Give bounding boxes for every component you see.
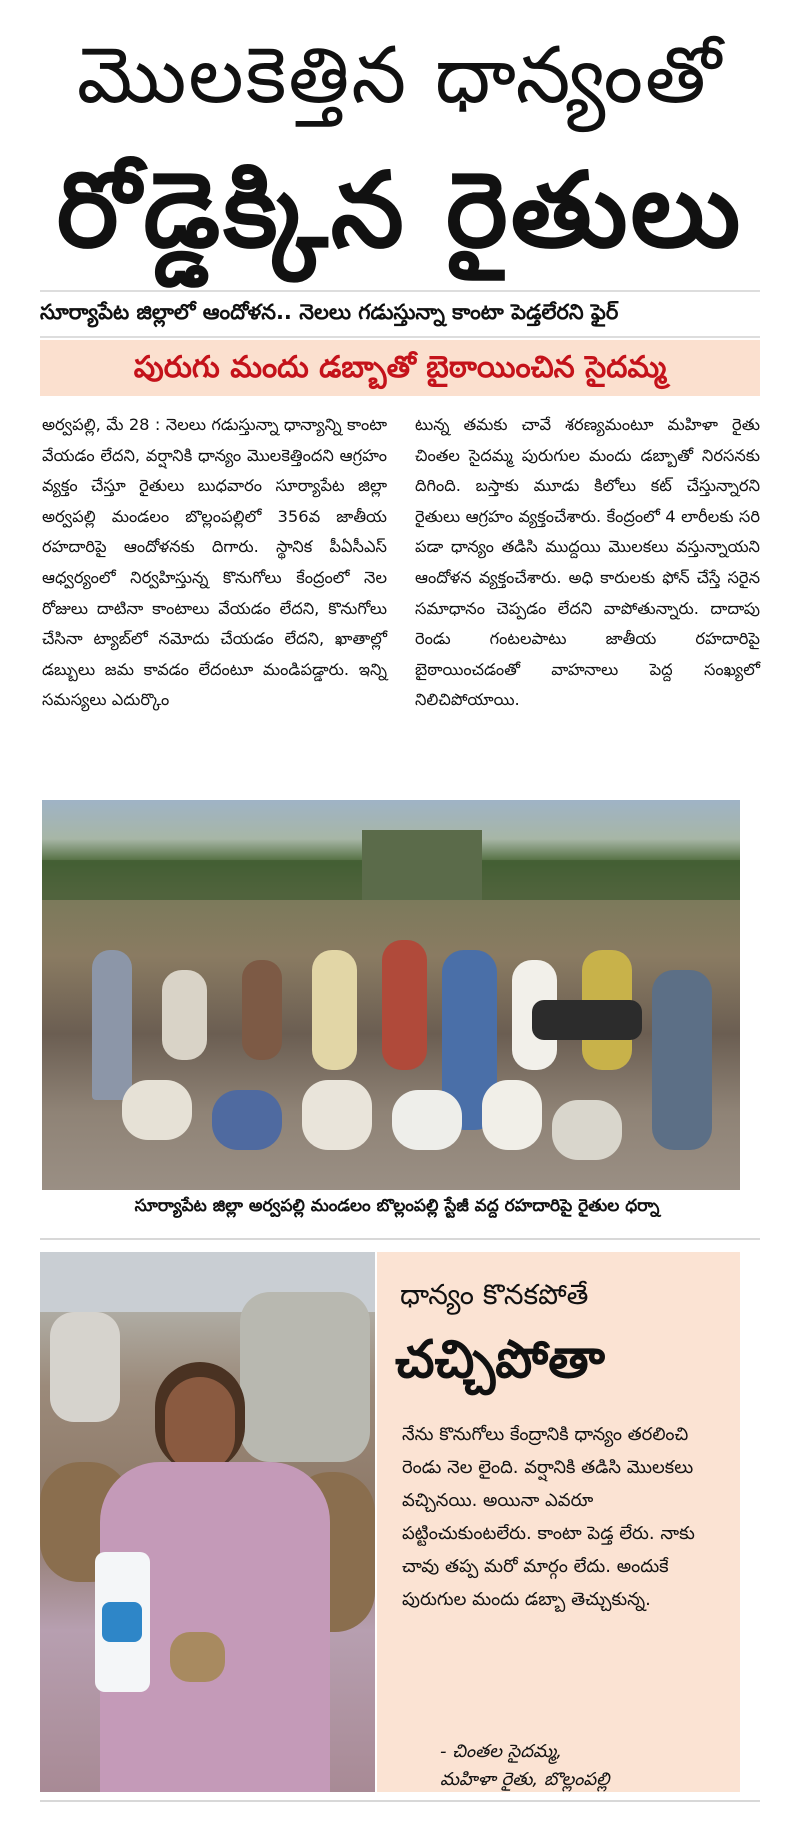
quote-signature (440, 1738, 609, 1794)
article-column-2: టున్న తమకు చావే శరణ్యమంటూ మహిళా రైతు చింతల సైదమ్మ పురుగుల మందు డబ్బాతో నిరసనకు దిగింది. బస్తాకు మూడు కిలోలు కట్ చేస్తున్నారని రైతులు ఆగ్రహం వ్యక్తంచేశారు. కేంద్రంలో 4 లారీలకు సరి పడా ధాన్యం తడిసి ముద్దయి మొలకలు వస్తున్నాయని ఆందోళన వ్యక్తంచేశారు. అధి కారులకు ఫోన్ చేస్తే సరైన సమాధానం చెప్పడం లేదని వాపోతున్నారు. దాదాపు రెండు గంటలపాటు జాతీయ రహదారిపై బైఠాయించడంతో వాహనాలు పెద్ద సంఖ్యలో నిలిచిపోయాయి. (415, 415, 760, 710)
headline-line-1: మొలకెత్తిన ధాన్యంతో (76, 31, 724, 121)
quote-body: నేను కొనుగోలు కేంద్రానికి ధాన్యం తరలించి రెండు నెల లైంది. వర్షానికి తడిసి మొలకలు వచ్చినయి. అయినా ఎవరూ పట్టించుకుంటలేరు. కాంటా పెడ్త లేరు. నాకు చావు తప్ప మరో మార్గం లేదు. అందుకే పురుగుల మందు డబ్బా తెచ్చుకున్న. (402, 1424, 695, 1610)
article-column-1: అర్వపల్లి, మే 28 : నెలలు గడుస్తున్నా ధాన్యాన్ని కాంటా వేయడం లేదని, వర్షానికి ధాన్యం మొలకెత్తిందని ఆగ్రహం వ్యక్తం చేస్తూ రైతులు బుధవారం సూర్యాపేట జిల్లా అర్వపల్లి మండలం బొల్లంపల్లిలో 356వ జాతీయ రహదారిపై ఆందోళనకు దిగారు. స్థానిక పీఏసీఎస్ ఆధ్వర్యంలో నిర్వహిస్తున్న కొనుగోలు కేంద్రంలో నెల రోజులు దాటినా కాంటాలు వేయడం లేదని, కొనుగోలు చేసినా ట్యాబ్‌లో నమోదు చేయడం లేదని, ఖాతాల్లో డబ్బులు జమ కావడం లేదంటూ మండిపడ్డారు. ఇన్ని సమస్యలు ఎదుర్కొం (42, 415, 387, 710)
headline-line-2: రోడ్డెక్కిన రైతులు (56, 149, 744, 271)
quote-headline: చచ్చిపోతా (395, 1330, 605, 1390)
kicker-banner: పురుగు మందు డబ్బాతో బైఠాయించిన సైదమ్మ (40, 340, 760, 396)
subheadline: సూర్యాపేట జిల్లాలో ఆందోళన.. నెలలు గడుస్తున్నా కాంటా పెడ్తలేరని ఫైర్ (40, 290, 760, 338)
protest-photo (42, 800, 740, 1190)
quote-lead: ధాన్యం కొనకపోతే (400, 1278, 589, 1311)
farmer-woman-photo (40, 1252, 375, 1792)
divider (40, 1238, 760, 1240)
signature-role: మహిళా రైతు, బొల్లంపల్లి (440, 1769, 610, 1790)
bottom-divider (40, 1800, 760, 1802)
photo-caption: సూర్యాపేట జిల్లా అర్వపల్లి మండలం బొల్లంపల్లి స్టేజీ వద్ద రహదారిపై రైతుల ధర్నా (134, 1196, 660, 1216)
signature-name: - చింతల సైదమ్మ, (440, 1741, 562, 1762)
